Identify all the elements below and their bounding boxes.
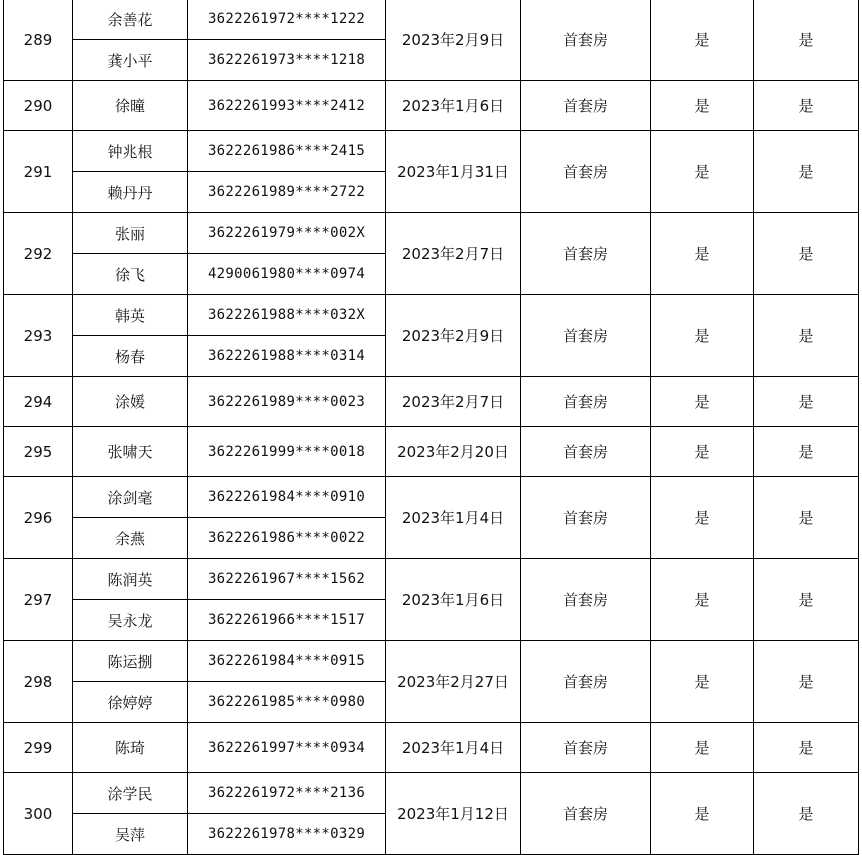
record-number: 299 [4,723,73,773]
house-type: 首套房 [521,641,651,723]
record-date: 2023年1月4日 [386,477,521,559]
col7-value: 是 [754,477,859,559]
person-name: 钟兆根 [73,131,188,172]
person-name: 余燕 [73,518,188,559]
record-number: 295 [4,427,73,477]
col7-value: 是 [754,641,859,723]
id-number: 3622261967****1562 [188,559,386,600]
record-number: 289 [4,0,73,81]
col7-value: 是 [754,427,859,477]
col7-value: 是 [754,213,859,295]
id-number: 3622261966****1517 [188,600,386,641]
id-number: 3622261972****1222 [188,0,386,40]
id-number: 4290061980****0974 [188,254,386,295]
record-number: 300 [4,773,73,855]
table-row [4,773,859,814]
person-name: 韩英 [73,295,188,336]
col7-value: 是 [754,131,859,213]
col7-value: 是 [754,377,859,427]
record-date: 2023年2月9日 [386,295,521,377]
col7-value: 是 [754,0,859,81]
house-type: 首套房 [521,427,651,477]
table-body [4,0,859,855]
col7-value: 是 [754,773,859,855]
person-name: 张啸天 [73,427,188,477]
col6-value: 是 [651,477,754,559]
id-number: 3622261989****0023 [188,377,386,427]
table-row [4,213,859,254]
table-row [4,0,859,40]
record-date: 2023年2月9日 [386,0,521,81]
house-type: 首套房 [521,0,651,81]
record-number: 293 [4,295,73,377]
id-number: 3622261988****0314 [188,336,386,377]
id-number: 3622261984****0915 [188,641,386,682]
id-number: 3622261997****0934 [188,723,386,773]
table-row [4,295,859,336]
record-date: 2023年1月12日 [386,773,521,855]
house-type: 首套房 [521,477,651,559]
person-name: 陈润英 [73,559,188,600]
table-row [4,559,859,600]
person-name: 徐曈 [73,81,188,131]
col6-value: 是 [651,773,754,855]
table-row [4,723,859,773]
house-type: 首套房 [521,295,651,377]
col6-value: 是 [651,427,754,477]
record-number: 292 [4,213,73,295]
person-name: 徐飞 [73,254,188,295]
id-number: 3622261979****002X [188,213,386,254]
record-number: 297 [4,559,73,641]
col7-value: 是 [754,81,859,131]
table-row [4,81,859,131]
person-name: 陈琦 [73,723,188,773]
id-number: 3622261989****2722 [188,172,386,213]
person-name: 赖丹丹 [73,172,188,213]
person-name: 徐婷婷 [73,682,188,723]
col6-value: 是 [651,0,754,81]
house-type: 首套房 [521,723,651,773]
record-date: 2023年1月6日 [386,559,521,641]
person-name: 余善花 [73,0,188,40]
table-row [4,427,859,477]
table-row [4,477,859,518]
col7-value: 是 [754,559,859,641]
record-date: 2023年1月6日 [386,81,521,131]
col6-value: 是 [651,641,754,723]
id-number: 3622261988****032X [188,295,386,336]
id-number: 3622261984****0910 [188,477,386,518]
table-row [4,131,859,172]
house-type: 首套房 [521,559,651,641]
id-number: 3622261986****0022 [188,518,386,559]
record-date: 2023年2月27日 [386,641,521,723]
house-type: 首套房 [521,81,651,131]
col6-value: 是 [651,295,754,377]
id-number: 3622261993****2412 [188,81,386,131]
housing-record-table [3,0,859,855]
person-name: 吴永龙 [73,600,188,641]
house-type: 首套房 [521,773,651,855]
person-name: 陈运捌 [73,641,188,682]
house-type: 首套房 [521,377,651,427]
id-number: 3622261985****0980 [188,682,386,723]
person-name: 龚小平 [73,40,188,81]
record-number: 296 [4,477,73,559]
id-number: 3622261973****1218 [188,40,386,81]
col6-value: 是 [651,213,754,295]
col6-value: 是 [651,377,754,427]
record-date: 2023年2月20日 [386,427,521,477]
col6-value: 是 [651,81,754,131]
col6-value: 是 [651,131,754,213]
record-date: 2023年2月7日 [386,377,521,427]
person-name: 杨春 [73,336,188,377]
id-number: 3622261972****2136 [188,773,386,814]
record-date: 2023年2月7日 [386,213,521,295]
col6-value: 是 [651,559,754,641]
record-number: 298 [4,641,73,723]
id-number: 3622261986****2415 [188,131,386,172]
record-date: 2023年1月31日 [386,131,521,213]
record-number: 294 [4,377,73,427]
col7-value: 是 [754,723,859,773]
table-row [4,641,859,682]
table-wrapper [3,0,859,855]
record-number: 290 [4,81,73,131]
id-number: 3622261999****0018 [188,427,386,477]
col7-value: 是 [754,295,859,377]
person-name: 张丽 [73,213,188,254]
house-type: 首套房 [521,131,651,213]
person-name: 涂媛 [73,377,188,427]
record-number: 291 [4,131,73,213]
person-name: 吴萍 [73,814,188,855]
person-name: 涂剑毫 [73,477,188,518]
house-type: 首套房 [521,213,651,295]
person-name: 涂学民 [73,773,188,814]
record-date: 2023年1月4日 [386,723,521,773]
table-row [4,377,859,427]
id-number: 3622261978****0329 [188,814,386,855]
col6-value: 是 [651,723,754,773]
